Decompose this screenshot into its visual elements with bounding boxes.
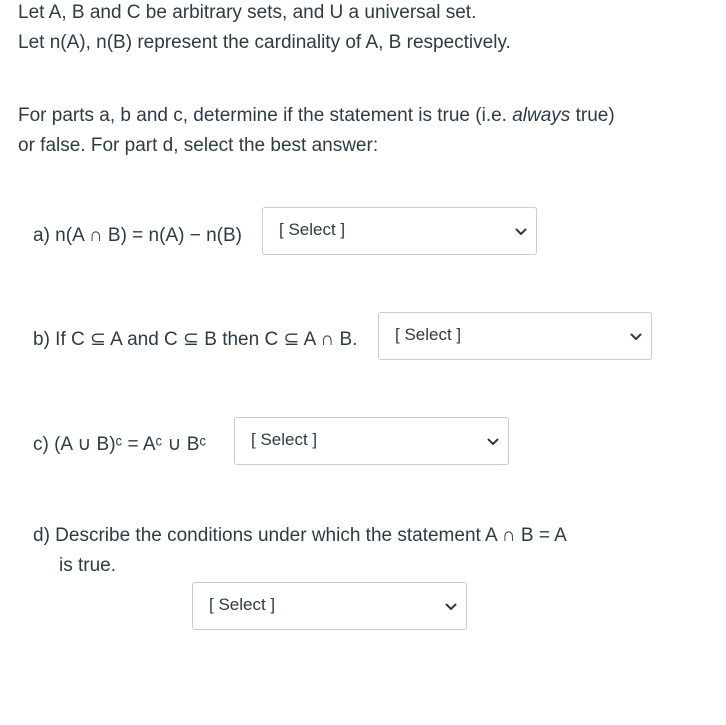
question-a-select[interactable] [262,207,537,255]
question-c-text: c) (A ∪ B)ᶜ = Aᶜ ∪ Bᶜ [33,434,207,455]
instructions-line-2: or false. For part d, select the best answer: [18,135,379,156]
instructions-text-end: true) [570,105,615,126]
question-b-text: b) If C ⊆ A and C ⊆ B then C ⊆ A ∩ B. [33,329,358,350]
question-d-select[interactable] [192,582,467,630]
intro-line-1: Let A, B and C be arbitrary sets, and U a universal set. [18,2,477,23]
question-a-text: a) n(A ∩ B) = n(A) − n(B) [33,225,242,246]
chevron-down-icon [630,331,642,343]
question-d-text-line-2: is true. [59,555,117,576]
select-value: [ Select ] [395,325,462,344]
select-value: [ Select ] [279,220,346,239]
chevron-down-icon [445,601,457,613]
question-c-select[interactable] [234,417,509,465]
question-b-select[interactable] [378,312,652,360]
question-d-text-line-1: d) Describe the conditions under which the statement A ∩ B = A [33,525,567,546]
chevron-down-icon [487,436,499,448]
instructions-emphasis: always [512,105,571,126]
select-value: [ Select ] [251,430,318,449]
instructions-text: For parts a, b and c, determine if the statement is true (i.e. [18,105,513,126]
instructions-line-1 [18,101,615,131]
chevron-down-icon [515,226,527,238]
select-value: [ Select ] [209,595,276,614]
intro-line-2: Let n(A), n(B) represent the cardinality of A, B respectively. [18,32,511,53]
